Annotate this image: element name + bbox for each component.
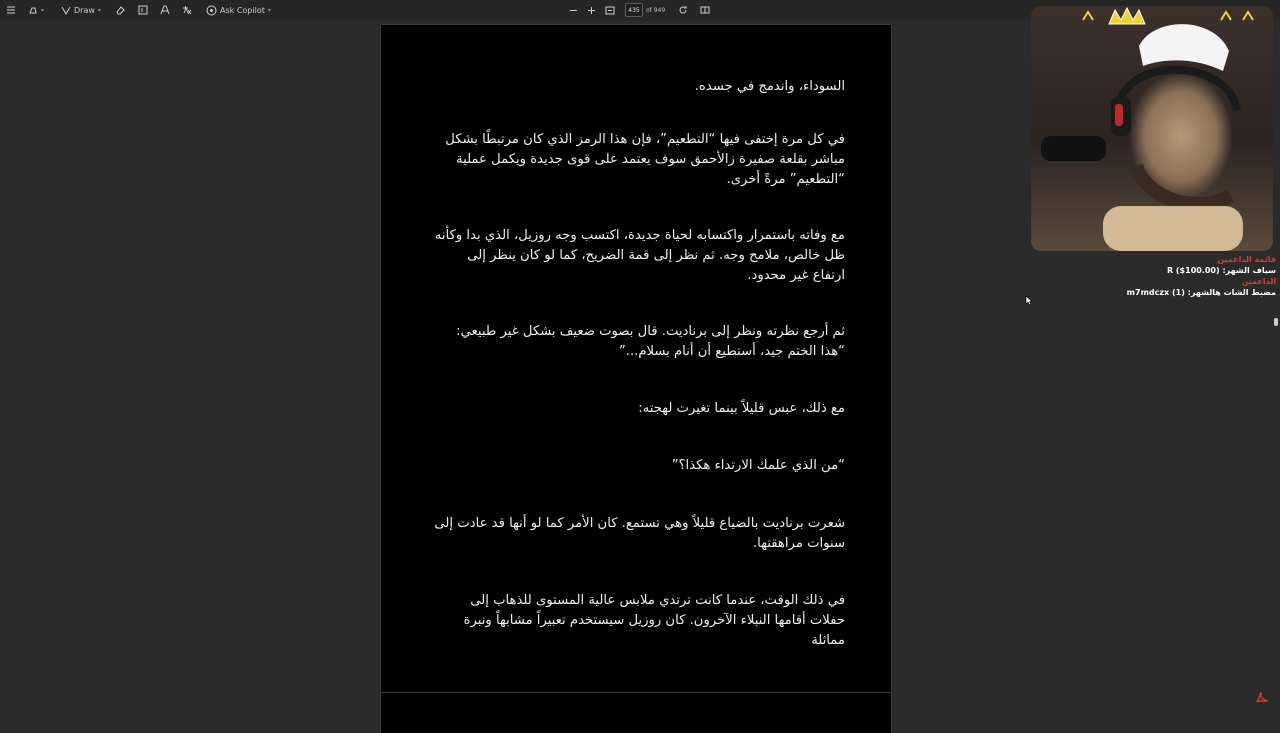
- stream-overlay-text: [1031, 254, 1276, 298]
- copilot-icon: [206, 5, 217, 16]
- pdf-icon: [1255, 692, 1267, 704]
- rotate-icon: [678, 5, 688, 15]
- page-navigator: [625, 3, 665, 17]
- highlighter-icon: [28, 5, 38, 15]
- read-aloud-icon: [160, 5, 170, 15]
- streamer-webcam: [1031, 6, 1276, 297]
- overlay-line: الداعمين: [1241, 277, 1276, 286]
- rotate-button[interactable]: [678, 3, 688, 17]
- text-box-icon: [138, 5, 148, 15]
- read-aloud-button[interactable]: [160, 3, 170, 17]
- draw-label: Draw: [74, 5, 95, 15]
- paragraph: ثم أرجع نظرته ونظر إلى برناديت. قال بصوت ضعيف بشكل غير طبيعي: “هذا الختم جيد، أستطيع أن أنام بسلام...”: [456, 324, 845, 359]
- page-view-button[interactable]: [700, 3, 710, 17]
- pdf-page: [381, 25, 891, 705]
- scrollbar-thumb[interactable]: [1274, 318, 1278, 326]
- translate-icon: [182, 5, 193, 15]
- overlay-line: سياف الشهر: (100.00$) R: [1166, 266, 1276, 275]
- paragraph: السوداء، واندمج في جسده.: [694, 79, 845, 94]
- headphones-icon: [1031, 6, 1273, 251]
- zoom-in-button[interactable]: [587, 3, 596, 17]
- chevron-down-icon: ▾: [41, 6, 45, 14]
- eraser-icon: [115, 5, 125, 15]
- draw-button[interactable]: [61, 3, 101, 17]
- chevron-down-icon: ▾: [267, 6, 271, 14]
- page-total: of 949: [646, 6, 666, 14]
- fit-page-button[interactable]: [605, 3, 615, 17]
- overlay-line: مضبط الشات هالشهر: (1) m7mdczx: [1126, 288, 1276, 297]
- chevron-down-icon: ▾: [97, 6, 101, 14]
- ask-copilot-button[interactable]: [206, 3, 271, 17]
- contents-button[interactable]: [6, 3, 16, 17]
- page-number-input[interactable]: 435: [625, 3, 643, 17]
- zoom-in-icon: [587, 6, 596, 15]
- paragraph: مع ذلك، عبس قليلاً بينما تغيرت لهجته:: [638, 401, 845, 416]
- paragraph: مع وفاته باستمرار واكتسابه لحياة جديدة، اكتسب وجه روزيل، الذي بدا وكأنه ظل خالص، ملامح وجه. ثم نظر إلى قمة الضريح، كما لو كان ينظر إلى ارتفاع غير محدود.: [434, 228, 845, 283]
- text-box-button[interactable]: [138, 3, 148, 17]
- draw-icon: [61, 5, 71, 15]
- erase-button[interactable]: [115, 3, 125, 17]
- pdf-page-next: [381, 693, 891, 733]
- ask-copilot-label: Ask Copilot: [220, 5, 265, 15]
- overlay-line: قائمة الداعمين: [1217, 255, 1276, 264]
- two-page-view-icon: [700, 5, 710, 15]
- zoom-out-icon: [569, 6, 578, 15]
- highlight-button[interactable]: [28, 3, 44, 17]
- paragraph: شعرت برناديت بالضياع قليلاً وهي تستمع. كان الأمر كما لو أنها قد عادت إلى سنوات مراهقتها.: [434, 516, 845, 551]
- list-icon: [6, 5, 16, 15]
- fit-page-icon: [605, 6, 615, 15]
- paragraph: في ذلك الوقت، عندما كانت ترتدي ملابس عالية المستوى للذهاب إلى حفلات أقامها النبلاء الآخرون. كان روزيل سيستخدم تعبيراً مشابهاً ونبرة مماثلة: [463, 593, 845, 648]
- zoom-out-button[interactable]: [569, 3, 578, 17]
- paragraph: “من الذي علمك الارتداء هكذا؟”: [671, 458, 845, 473]
- translate-button[interactable]: [182, 3, 193, 17]
- mouse-cursor-icon: [1025, 295, 1033, 306]
- paragraph: في كل مرة إختفى فيها “التطعيم”، فإن هذا الرمز الذي كان مرتبطًا بشكل مباشر بقلعة صفيرة زالأحمق سوف يعتمد على قوى جديدة ويكمل عملية “التطعيم” مرةً أخرى.: [445, 132, 845, 187]
